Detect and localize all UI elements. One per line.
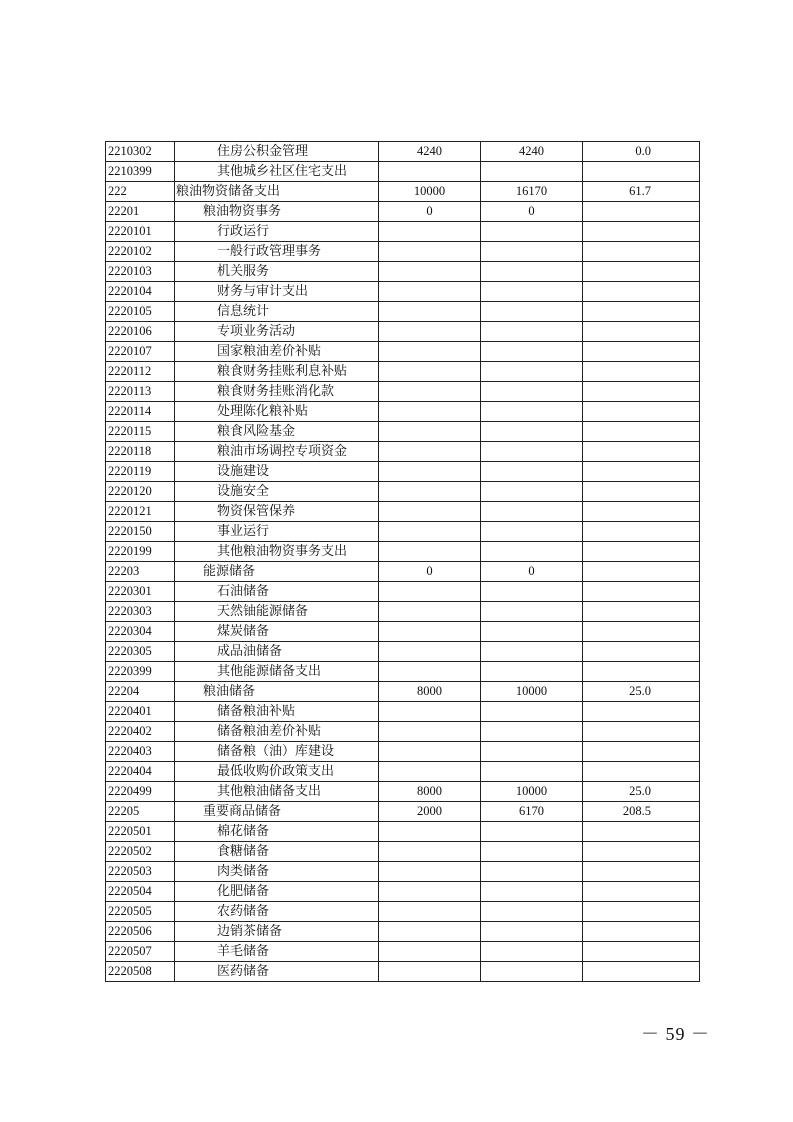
row-percent — [583, 922, 700, 942]
row-actual: 16170 — [481, 182, 583, 202]
row-actual — [481, 962, 583, 982]
row-budget — [379, 602, 481, 622]
row-percent — [583, 762, 700, 782]
row-code: 2220102 — [106, 242, 175, 262]
row-budget: 2000 — [379, 802, 481, 822]
row-name: 重要商品储备 — [175, 802, 379, 822]
table-row — [106, 662, 700, 682]
row-percent — [583, 942, 700, 962]
row-name: 羊毛储备 — [175, 942, 379, 962]
row-actual — [481, 662, 583, 682]
row-actual: 0 — [481, 562, 583, 582]
row-actual — [481, 742, 583, 762]
row-code: 22204 — [106, 682, 175, 702]
row-budget — [379, 742, 481, 762]
row-code: 2220104 — [106, 282, 175, 302]
table-row — [106, 942, 700, 962]
row-name: 粮油市场调控专项资金 — [175, 442, 379, 462]
row-budget: 0 — [379, 202, 481, 222]
table-row — [106, 802, 700, 822]
row-percent: 61.7 — [583, 182, 700, 202]
row-percent — [583, 602, 700, 622]
row-code: 2220507 — [106, 942, 175, 962]
row-budget — [379, 902, 481, 922]
row-actual — [481, 282, 583, 302]
row-actual — [481, 622, 583, 642]
row-code: 22203 — [106, 562, 175, 582]
row-percent — [583, 822, 700, 842]
row-name: 食糖储备 — [175, 842, 379, 862]
row-name: 化肥储备 — [175, 882, 379, 902]
row-actual — [481, 382, 583, 402]
row-actual — [481, 242, 583, 262]
row-name: 一般行政管理事务 — [175, 242, 379, 262]
row-budget — [379, 882, 481, 902]
row-budget — [379, 402, 481, 422]
table-row — [106, 302, 700, 322]
row-actual: 10000 — [481, 782, 583, 802]
row-code: 2220402 — [106, 722, 175, 742]
row-budget — [379, 662, 481, 682]
table-row — [106, 822, 700, 842]
row-name: 石油储备 — [175, 582, 379, 602]
row-name: 粮油储备 — [175, 682, 379, 702]
row-budget — [379, 722, 481, 742]
table-row — [106, 602, 700, 622]
row-code: 2220404 — [106, 762, 175, 782]
row-percent — [583, 722, 700, 742]
table-row — [106, 202, 700, 222]
row-name: 棉花储备 — [175, 822, 379, 842]
row-actual — [481, 162, 583, 182]
row-code: 2220403 — [106, 742, 175, 762]
row-actual — [481, 842, 583, 862]
row-actual — [481, 502, 583, 522]
table-row — [106, 922, 700, 942]
table-row — [106, 142, 700, 162]
row-code: 2220118 — [106, 442, 175, 462]
row-name: 其他粮油储备支出 — [175, 782, 379, 802]
row-budget — [379, 582, 481, 602]
row-name: 其他粮油物资事务支出 — [175, 542, 379, 562]
row-budget — [379, 642, 481, 662]
table-row — [106, 742, 700, 762]
table-row — [106, 722, 700, 742]
row-actual — [481, 922, 583, 942]
row-percent: 25.0 — [583, 682, 700, 702]
table-row — [106, 242, 700, 262]
row-actual — [481, 902, 583, 922]
row-name: 粮食风险基金 — [175, 422, 379, 442]
row-actual: 0 — [481, 202, 583, 222]
row-percent — [583, 962, 700, 982]
row-code: 2210302 — [106, 142, 175, 162]
row-name: 农药储备 — [175, 902, 379, 922]
row-budget — [379, 942, 481, 962]
row-percent — [583, 562, 700, 582]
row-percent — [583, 402, 700, 422]
row-code: 2220101 — [106, 222, 175, 242]
row-code: 2220107 — [106, 342, 175, 362]
row-percent — [583, 622, 700, 642]
row-percent — [583, 462, 700, 482]
page-number: － 59 － — [641, 1024, 710, 1044]
table-row — [106, 502, 700, 522]
row-percent: 0.0 — [583, 142, 700, 162]
row-name: 粮食财务挂账消化款 — [175, 382, 379, 402]
row-code: 2220199 — [106, 542, 175, 562]
row-actual: 10000 — [481, 682, 583, 702]
row-budget — [379, 842, 481, 862]
row-actual — [481, 602, 583, 622]
row-name: 处理陈化粮补贴 — [175, 402, 379, 422]
table-row — [106, 162, 700, 182]
row-percent — [583, 442, 700, 462]
row-budget — [379, 382, 481, 402]
row-name: 行政运行 — [175, 222, 379, 242]
row-code: 2220401 — [106, 702, 175, 722]
row-code: 2220119 — [106, 462, 175, 482]
row-code: 2220304 — [106, 622, 175, 642]
row-actual — [481, 942, 583, 962]
table-row — [106, 402, 700, 422]
row-budget — [379, 222, 481, 242]
row-actual — [481, 262, 583, 282]
row-name: 信息统计 — [175, 302, 379, 322]
row-budget — [379, 962, 481, 982]
row-percent — [583, 302, 700, 322]
row-name: 住房公积金管理 — [175, 142, 379, 162]
row-code: 2210399 — [106, 162, 175, 182]
row-percent — [583, 482, 700, 502]
row-budget: 8000 — [379, 682, 481, 702]
table-row — [106, 782, 700, 802]
row-name: 粮油物资储备支出 — [175, 182, 379, 202]
table-row — [106, 542, 700, 562]
table-row — [106, 682, 700, 702]
row-name: 储备粮油差价补贴 — [175, 722, 379, 742]
row-percent — [583, 542, 700, 562]
row-percent — [583, 522, 700, 542]
row-actual — [481, 642, 583, 662]
row-name: 其他能源储备支出 — [175, 662, 379, 682]
row-code: 2220112 — [106, 362, 175, 382]
row-percent — [583, 642, 700, 662]
row-percent — [583, 222, 700, 242]
row-actual — [481, 402, 583, 422]
row-name: 储备粮油补贴 — [175, 702, 379, 722]
table-row — [106, 462, 700, 482]
row-code: 22205 — [106, 802, 175, 822]
row-actual — [481, 222, 583, 242]
table-row — [106, 702, 700, 722]
table-row — [106, 522, 700, 542]
row-name: 煤炭储备 — [175, 622, 379, 642]
table-row — [106, 262, 700, 282]
row-budget — [379, 282, 481, 302]
row-name: 医药储备 — [175, 962, 379, 982]
row-actual — [481, 882, 583, 902]
row-percent — [583, 742, 700, 762]
row-code: 2220103 — [106, 262, 175, 282]
row-code: 2220150 — [106, 522, 175, 542]
row-percent: 208.5 — [583, 802, 700, 822]
row-code: 2220114 — [106, 402, 175, 422]
row-actual — [481, 422, 583, 442]
table-row — [106, 442, 700, 462]
table-row — [106, 582, 700, 602]
row-budget — [379, 522, 481, 542]
row-budget — [379, 322, 481, 342]
row-budget — [379, 862, 481, 882]
row-code: 2220399 — [106, 662, 175, 682]
row-name: 肉类储备 — [175, 862, 379, 882]
table-row — [106, 222, 700, 242]
row-percent — [583, 322, 700, 342]
row-name: 物资保管保养 — [175, 502, 379, 522]
row-percent — [583, 282, 700, 302]
row-name: 其他城乡社区住宅支出 — [175, 162, 379, 182]
row-name: 机关服务 — [175, 262, 379, 282]
row-percent — [583, 662, 700, 682]
row-budget: 10000 — [379, 182, 481, 202]
row-percent — [583, 842, 700, 862]
row-name: 设施安全 — [175, 482, 379, 502]
row-budget — [379, 362, 481, 382]
row-budget — [379, 442, 481, 462]
row-actual — [481, 482, 583, 502]
table-row — [106, 282, 700, 302]
row-budget — [379, 622, 481, 642]
row-budget — [379, 162, 481, 182]
row-budget — [379, 502, 481, 522]
row-code: 2220503 — [106, 862, 175, 882]
row-percent — [583, 902, 700, 922]
row-budget — [379, 302, 481, 322]
row-name: 边销茶储备 — [175, 922, 379, 942]
row-actual — [481, 442, 583, 462]
row-name: 财务与审计支出 — [175, 282, 379, 302]
row-code: 2220115 — [106, 422, 175, 442]
row-name: 专项业务活动 — [175, 322, 379, 342]
row-percent — [583, 582, 700, 602]
row-actual — [481, 522, 583, 542]
row-actual — [481, 722, 583, 742]
row-percent — [583, 242, 700, 262]
row-percent: 25.0 — [583, 782, 700, 802]
row-code: 2220502 — [106, 842, 175, 862]
row-code: 2220120 — [106, 482, 175, 502]
row-percent — [583, 882, 700, 902]
row-percent — [583, 862, 700, 882]
row-name: 粮食财务挂账利息补贴 — [175, 362, 379, 382]
row-budget: 8000 — [379, 782, 481, 802]
row-name: 设施建设 — [175, 462, 379, 482]
row-code: 2220508 — [106, 962, 175, 982]
row-code: 2220504 — [106, 882, 175, 902]
table-row — [106, 322, 700, 342]
row-percent — [583, 202, 700, 222]
row-percent — [583, 262, 700, 282]
row-code: 2220305 — [106, 642, 175, 662]
row-name: 事业运行 — [175, 522, 379, 542]
row-name: 国家粮油差价补贴 — [175, 342, 379, 362]
row-name: 天然铀能源储备 — [175, 602, 379, 622]
row-percent — [583, 362, 700, 382]
row-budget — [379, 462, 481, 482]
row-code: 2220499 — [106, 782, 175, 802]
row-budget — [379, 922, 481, 942]
table-row — [106, 642, 700, 662]
table-row — [106, 562, 700, 582]
row-code: 2220505 — [106, 902, 175, 922]
row-actual — [481, 322, 583, 342]
row-actual — [481, 862, 583, 882]
table-row — [106, 362, 700, 382]
row-actual — [481, 582, 583, 602]
budget-table — [105, 141, 700, 982]
row-actual — [481, 362, 583, 382]
row-code: 2220105 — [106, 302, 175, 322]
row-actual: 4240 — [481, 142, 583, 162]
table-row — [106, 882, 700, 902]
row-percent — [583, 702, 700, 722]
row-budget — [379, 422, 481, 442]
row-name: 最低收购价政策支出 — [175, 762, 379, 782]
table-row — [106, 842, 700, 862]
row-percent — [583, 342, 700, 362]
row-name: 储备粮（油）库建设 — [175, 742, 379, 762]
row-budget: 0 — [379, 562, 481, 582]
row-actual — [481, 702, 583, 722]
row-budget: 4240 — [379, 142, 481, 162]
row-actual — [481, 302, 583, 322]
table-row — [106, 622, 700, 642]
row-actual — [481, 762, 583, 782]
row-name: 能源储备 — [175, 562, 379, 582]
table-row — [106, 382, 700, 402]
row-code: 22201 — [106, 202, 175, 222]
row-actual — [481, 822, 583, 842]
row-budget — [379, 762, 481, 782]
row-budget — [379, 702, 481, 722]
row-budget — [379, 482, 481, 502]
row-budget — [379, 542, 481, 562]
row-budget — [379, 262, 481, 282]
row-percent — [583, 502, 700, 522]
row-budget — [379, 242, 481, 262]
table-body — [106, 142, 700, 982]
table-row — [106, 902, 700, 922]
row-code: 2220121 — [106, 502, 175, 522]
row-percent — [583, 422, 700, 442]
table-row — [106, 422, 700, 442]
row-code: 2220501 — [106, 822, 175, 842]
row-percent — [583, 162, 700, 182]
row-actual: 6170 — [481, 802, 583, 822]
row-code: 2220106 — [106, 322, 175, 342]
row-budget — [379, 822, 481, 842]
row-code: 222 — [106, 182, 175, 202]
table-row — [106, 482, 700, 502]
row-actual — [481, 462, 583, 482]
table-row — [106, 962, 700, 982]
row-code: 2220113 — [106, 382, 175, 402]
row-code: 2220303 — [106, 602, 175, 622]
row-budget — [379, 342, 481, 362]
table-row — [106, 862, 700, 882]
table-row — [106, 182, 700, 202]
row-actual — [481, 542, 583, 562]
row-actual — [481, 342, 583, 362]
row-percent — [583, 382, 700, 402]
table-row — [106, 342, 700, 362]
row-name: 成品油储备 — [175, 642, 379, 662]
row-name: 粮油物资事务 — [175, 202, 379, 222]
row-code: 2220301 — [106, 582, 175, 602]
table-row — [106, 762, 700, 782]
row-code: 2220506 — [106, 922, 175, 942]
